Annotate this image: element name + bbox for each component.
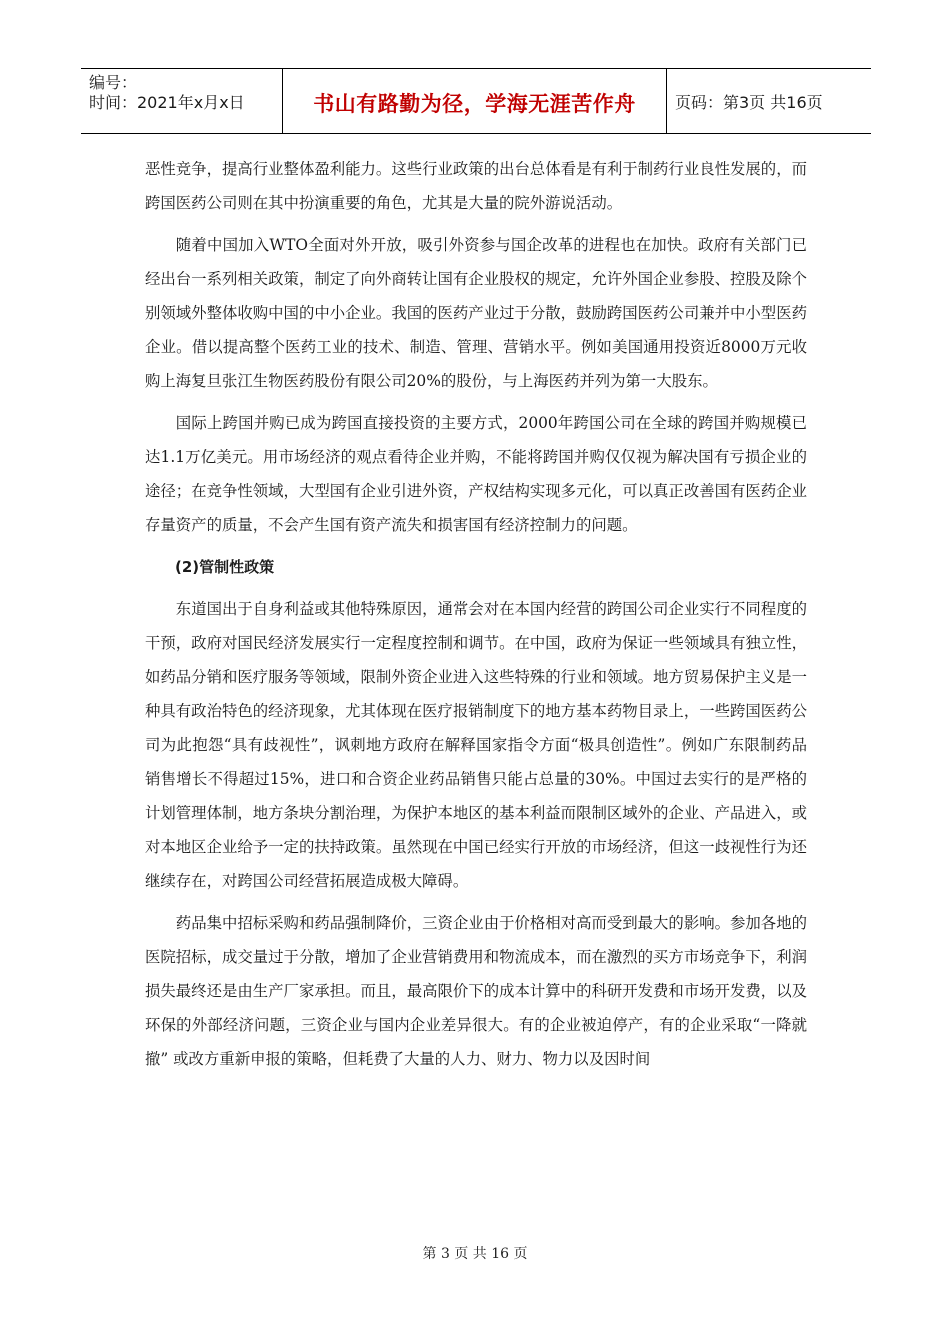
section-heading-regulatory-policy: (2)管制性政策 <box>175 558 275 576</box>
document-body <box>145 152 807 1084</box>
header-motto-cell <box>283 69 667 133</box>
header-page-info: 页码：第3页 共16页 <box>675 92 823 112</box>
paragraph-host-country-intervention: 东道国出于自身利益或其他特殊原因，通常会对在本国内经营的跨国公司企业实行不同程度的干预，政府对国民经济发展实行一定程度控制和调节。在中国，政府为保证一些领域具有独立性，如药品分销和医疗服务等领域，限制外资企业进入这些特殊的行业和领域。地方贸易保护主义是一种具有政治特色的经济现象，尤其体现在医疗报销制度下的地方基本药物目录上，一些跨国医药公司为此抱怨“具有歧视性”，讽刺地方政府在解释国家指令方面“极具创造性”。例如广东限制药品销售增长不得超过15%，进口和合资企业药品销售只能占总量的30%。中国过去实行的是严格的计划管理体制，地方条块分割治理，为保护本地区的基本利益而限制区域外的企业、产品进入，或对本地区企业给予一定的扶持政策。虽然现在中国已经实行开放的市场经济，但这一歧视性行为还继续存在，对跨国公司经营拓展造成极大障碍。 <box>145 600 807 890</box>
page-header <box>81 68 871 134</box>
paragraph-centralized-procurement: 药品集中招标采购和药品强制降价，三资企业由于价格相对高而受到最大的影响。参加各地的医院招标，成交量过于分散，增加了企业营销费用和物流成本，而在激烈的买方市场竞争下，利润损失最终还是由生产厂家承担。而且，最高限价下的成本计算中的科研开发费和市场开发费，以及环保的外部经济问题，三资企业与国内企业差异很大。有的企业被迫停产，有的企业采取“一降就撤” 或改方重新申报的策略，但耗费了大量的人力、财力、物力以及因时间 <box>145 914 807 1068</box>
paragraph-wto-opening: 随着中国加入WTO全面对外开放，吸引外资参与国企改革的进程也在加快。政府有关部门已经出台一系列相关政策，制定了向外商转让国有企业股权的规定，允许外国企业参股、控股及除个别领域外整体收购中国的中小企业。我国的医药产业过于分散，鼓励跨国医药公司兼并中小型医药企业。借以提高整个医药工业的技术、制造、管理、营销水平。例如美国通用投资近8000万元收购上海复旦张江生物医药股份有限公司20%的股份，与上海医药并列为第一大股东。 <box>145 236 807 390</box>
paragraph-continuation: 恶性竞争，提高行业整体盈利能力。这些行业政策的出台总体看是有利于制药行业良性发展的，而跨国医药公司则在其中扮演重要的角色，尤其是大量的院外游说活动。 <box>145 160 807 212</box>
document-date: 时间：2021年x月x日 <box>89 93 245 112</box>
header-meta <box>81 69 283 133</box>
page-footer: 第 3 页 共 16 页 <box>422 1246 528 1262</box>
header-page-info-cell <box>667 69 871 133</box>
document-number-label: 编号： <box>89 73 138 92</box>
paragraph-cross-border-mna: 国际上跨国并购已成为跨国直接投资的主要方式，2000年跨国公司在全球的跨国并购规模已达1.1万亿美元。用市场经济的观点看待企业并购，不能将跨国并购仅仅视为解决国有亏损企业的途径；在竞争性领域，大型国有企业引进外资，产权结构实现多元化，可以真正改善国有医药企业存量资产的质量，不会产生国有资产流失和损害国有经济控制力的问题。 <box>145 414 807 534</box>
header-motto: 书山有路勤为径，学海无涯苦作舟 <box>313 92 636 116</box>
